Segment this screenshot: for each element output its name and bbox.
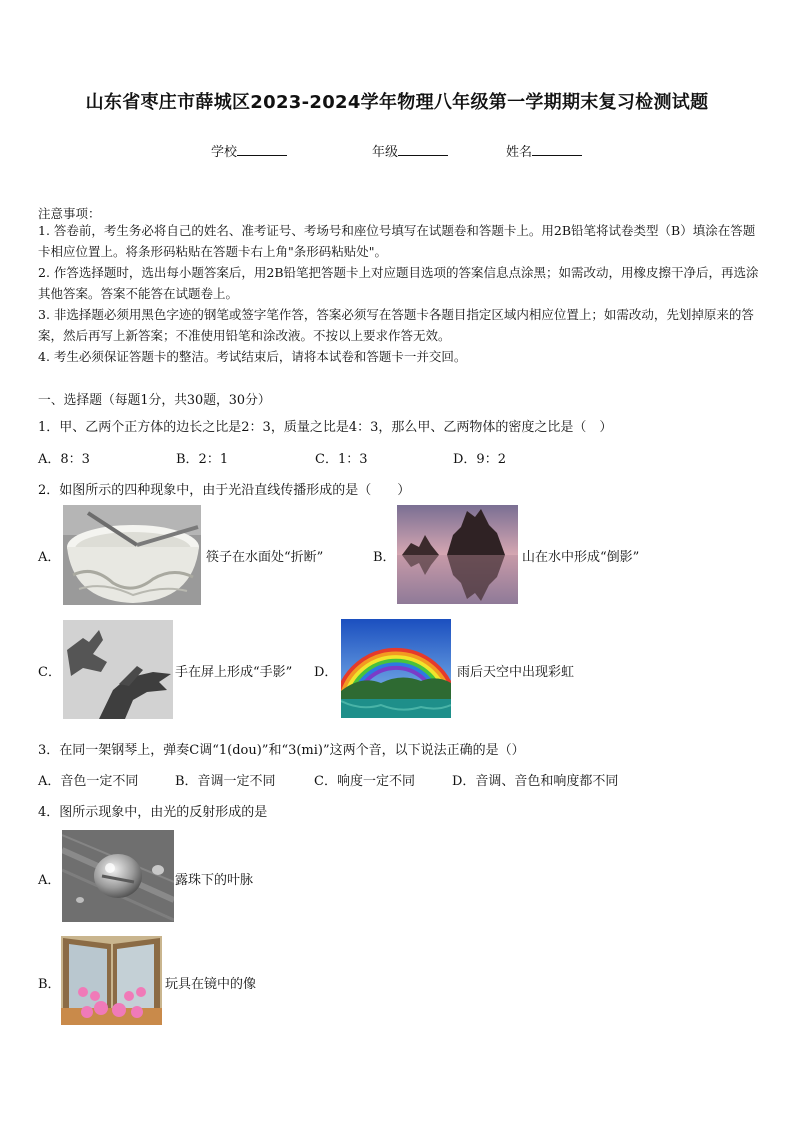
q1-option-c[interactable]: C．1：3 — [315, 452, 368, 467]
q4-option-b-caption: 玩具在镜中的像 — [165, 977, 257, 992]
q1-stem: 1．甲、乙两个正方体的边长之比是2：3，质量之比是4：3，那么甲、乙两物体的密度之比是（ ） — [38, 420, 613, 435]
q3-stem: 3．在同一架钢琴上，弹奏C调“1(dou)”和“3(mi)”这两个音，以下说法正确的是（） — [38, 743, 525, 758]
dewdrop-leaf-image — [62, 830, 174, 922]
notice-item-4: 4. 考生必须保证答题卡的整洁。考试结束后，请将本试卷和答题卡一并交回。 — [38, 349, 467, 364]
q4-option-a-letter[interactable]: A． — [38, 873, 61, 888]
chopstick-bowl-image — [63, 505, 201, 605]
school-field[interactable] — [211, 141, 287, 160]
q2-option-c-caption: 手在屏上形成“手影” — [175, 665, 293, 680]
q2-option-a-letter[interactable]: A． — [38, 550, 61, 565]
q2-option-c-letter[interactable]: C． — [38, 665, 61, 680]
q2-option-d-caption: 雨后天空中出现彩虹 — [457, 665, 575, 680]
grade-blank[interactable] — [398, 144, 448, 156]
school-blank[interactable] — [237, 144, 287, 156]
notice-heading: 注意事项： — [38, 206, 101, 221]
notice-item-1: 1. 答卷前，考生务必将自己的姓名、准考证号、考场号和座位号填写在试题卷和答题卡上。用2B铅笔将试卷类型（B）填涂在答题卡相应位置上。将条形码粘贴在答题卡右上角"条形码粘贴处"。 — [38, 223, 756, 259]
q2-option-b-caption: 山在水中形成“倒影” — [522, 550, 640, 565]
q4-stem: 4．图所示现象中，由光的反射形成的是 — [38, 805, 268, 820]
hand-shadow-image — [63, 620, 173, 719]
notice-item-3: 3. 非选择题必须用黑色字迹的钢笔或签字笔作答，答案必须写在答题卡各题目指定区域内相应位置上；如需改动，先划掉原来的答案，然后再写上新答案；不准使用铅笔和涂改液。不按以上要求作答无效。 — [38, 307, 754, 343]
school-label: 学校 — [211, 145, 238, 160]
q2-stem: 2．如图所示的四种现象中，由于光沿直线传播形成的是（ ） — [38, 483, 411, 498]
rainbow-image — [341, 619, 451, 718]
q2-option-a-caption: 筷子在水面处“折断” — [206, 550, 324, 565]
q2-option-d-letter[interactable]: D． — [314, 665, 338, 680]
q4-option-b-letter[interactable]: B． — [38, 977, 61, 992]
grade-field[interactable] — [372, 141, 448, 160]
q3-option-a[interactable]: A．音色一定不同 — [38, 774, 139, 789]
exam-title: 山东省枣庄市薛城区2023-2024学年物理八年级第一学期期末复习检测试题 — [85, 92, 709, 113]
q1-option-a[interactable]: A．8：3 — [38, 452, 90, 467]
q1-option-d[interactable]: D．9：2 — [453, 452, 506, 467]
section-title: 一、选择题（每题1分，共30题，30分） — [38, 393, 271, 408]
q1-option-b[interactable]: B．2：1 — [176, 452, 229, 467]
grade-label: 年级 — [372, 145, 399, 160]
q3-option-c[interactable]: C．响度一定不同 — [314, 774, 415, 789]
notice-item-2: 2. 作答选择题时，选出每小题答案后，用2B铅笔把答题卡上对应题目选项的答案信息点涂黑；如需改动，用橡皮擦干净后，再选涂其他答案。答案不能答在试题卷上。 — [38, 265, 759, 301]
name-blank[interactable] — [532, 144, 582, 156]
q4-option-a-caption: 露珠下的叶脉 — [175, 873, 254, 888]
q3-option-d[interactable]: D．音调、音色和响度都不同 — [452, 774, 619, 789]
name-label: 姓名 — [506, 145, 533, 160]
mountain-reflection-image — [397, 505, 518, 604]
q2-option-b-letter[interactable]: B． — [373, 550, 396, 565]
q3-option-b[interactable]: B．音调一定不同 — [175, 774, 276, 789]
name-field[interactable] — [506, 141, 582, 160]
mirror-toys-image — [61, 936, 162, 1025]
